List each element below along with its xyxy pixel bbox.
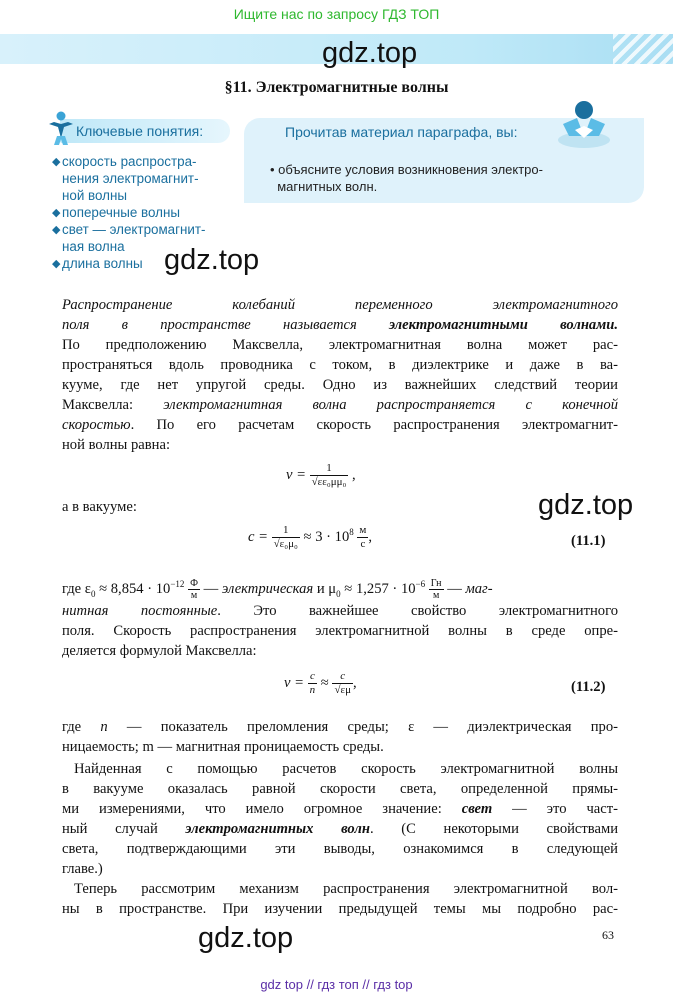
equation-number: (11.2) <box>571 679 606 695</box>
text-line: где $\varepsilon_0 \approx 8,854 \cdot 10^{-12}$ $\frac{Ф}{м}$ — электрическая и $\mu_0 \approx 1,257 \cdot 10^{-6}$ $\frac{Гн}{м}$ — маг- <box>62 578 493 602</box>
text-line: поля. Скорость распространения электромагнитной волны в среде опре- <box>62 623 618 639</box>
watermark: gdz.top <box>322 37 418 69</box>
text-line: кууме, где нет упругой среды. Одно из важнейших следствий теории <box>62 377 618 393</box>
text-line: нитная постоянные. Это важнейшее свойство электромагнитного <box>62 603 618 619</box>
bullet-icon: ◆ <box>52 224 61 236</box>
person-icon <box>46 110 76 146</box>
text-line: Распространение колебаний переменного электромагнитного <box>62 297 618 313</box>
bullet-icon: ◆ <box>52 207 61 219</box>
objectives-item: • объясните условия возникновения электро- магнитных волн. <box>270 162 543 194</box>
watermark: gdz.top <box>538 489 634 521</box>
list-item: нения электромагнит- <box>62 171 199 186</box>
watermark: gdz.top <box>198 922 294 954</box>
text-line: ми измерениями, что имело огромное значение: свет — это част- <box>62 801 618 817</box>
equation-number: (11.1) <box>571 533 606 549</box>
text-line: деляется формулой Максвелла: <box>62 643 257 659</box>
list-item: ◆ длина волны <box>52 256 143 271</box>
list-item: ◆ скорость распростра- <box>52 154 197 169</box>
text-line: а в вакууме: <box>62 499 137 515</box>
page-number: 63 <box>602 928 614 942</box>
equation-v: v = $\frac{1}{\text{√εε₀μμ₀}}$ , <box>286 462 356 488</box>
text-line: скоростью. По его расчетам скорость распространения электромагнит- <box>62 417 618 433</box>
objectives-title: Прочитав материал параграфа, вы: <box>285 124 518 140</box>
section-title: §11. Электромагнитные волны <box>224 79 449 96</box>
equation-c: c = $\frac{1}{\text{√ε₀μ₀}}$ ≈ $3 \cdot 10^8$ $\frac{м}{с}$ , <box>248 524 373 550</box>
watermark: gdz.top <box>164 244 260 276</box>
list-item: ◆ поперечные волны <box>52 205 180 220</box>
text-line: ной волны равна: <box>62 437 171 453</box>
text-line: Теперь рассмотрим механизм распространения электромагнитной вол- <box>74 881 618 897</box>
header-stripes <box>613 34 673 64</box>
text-line: в вакууме оказалась равной скорости света, определенной прямы- <box>62 781 618 797</box>
key-concepts-title: Ключевые понятия: <box>76 123 204 139</box>
bullet-icon: ◆ <box>52 156 61 168</box>
list-item: ной волны <box>62 188 127 203</box>
list-item: ная волна <box>62 239 125 254</box>
list-item: ◆ свет — электромагнит- <box>52 222 206 237</box>
text-line: ницаемость; m — магнитная проницаемость среды. <box>62 739 384 755</box>
reader-icon <box>555 96 613 150</box>
text-line: Максвелла: электромагнитная волна распространяется с конечной <box>62 397 618 413</box>
footer-links[interactable]: gdz top // гдз топ // гдз top <box>260 977 413 992</box>
text-line: главе.) <box>62 861 103 877</box>
text-line: света, подтверждающими эти выводы, ознакомимся в следующей <box>62 841 618 857</box>
text-line: По предположению Максвелла, электромагнитная волна может рас- <box>62 337 618 353</box>
text-line: ный случай электромагнитных волн. (С некоторыми свойствами <box>62 821 619 837</box>
text-line: пространяться вдоль проводника с током, в диэлектрике и даже в ва- <box>62 357 618 373</box>
bullet-icon: ◆ <box>52 258 61 270</box>
text-line: Найденная с помощью расчетов скорость электромагнитной волны <box>74 761 618 777</box>
text-line: ны в пространстве. При изучении предыдущей темы мы подробно рас- <box>62 901 618 917</box>
text-line: поля в пространстве называется электромагнитными волнами. <box>62 317 618 333</box>
text-line: где n — показатель преломления среды; ε — диэлектрическая про- <box>62 719 618 735</box>
equation-n: v = $\frac{c}{n}$ ≈ $\frac{c}{√\varepsilon\mu}$ , <box>284 670 357 696</box>
top-banner[interactable]: Ищите нас по запросу ГДЗ ТОП <box>233 6 440 22</box>
